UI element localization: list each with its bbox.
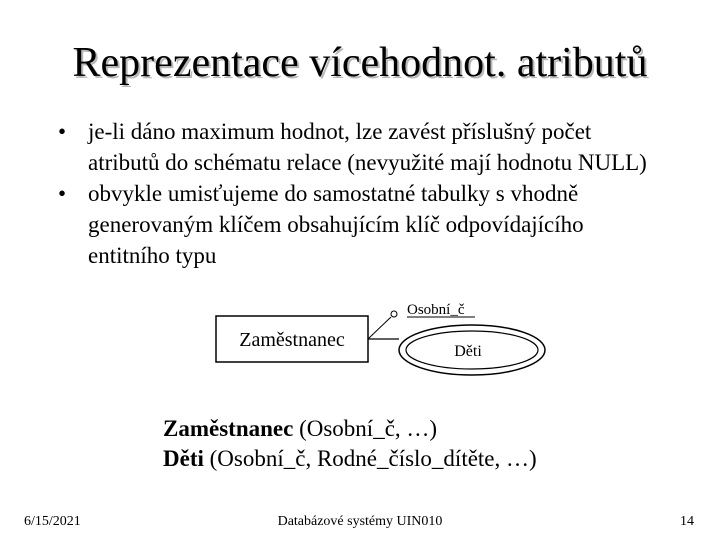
- footer-page-number: 14: [680, 514, 694, 529]
- footer-date: 6/15/2021: [24, 514, 81, 529]
- attribute-label: Osobní_č: [407, 302, 465, 318]
- multivalued-label: Děti: [454, 343, 482, 360]
- schema-attributes: (Osobní_č, …): [293, 416, 438, 441]
- schema-row: [163, 444, 537, 474]
- footer-course: Databázové systémy UIN010: [277, 514, 443, 529]
- bullet-glyph: •: [58, 181, 67, 206]
- schema-name: Děti: [163, 446, 204, 471]
- relation-schemas: [163, 414, 537, 474]
- bullet-text: je-li dáno maximum hodnot, lze zavést příslušný počet atributů do schématu relace (nevyužité mají hodnotu NULL): [88, 119, 647, 175]
- schema-name: Zaměstnanec: [163, 416, 294, 441]
- schema-row: [163, 414, 537, 444]
- attribute-connector: [368, 317, 391, 339]
- bullet-text: obvykle umisťujeme do samostatné tabulky s vhodně generovaným klíčem obsahujícím klíč odpovídajícího entitního typu: [88, 181, 584, 268]
- bullet-glyph: •: [58, 119, 67, 144]
- schema-attributes: (Osobní_č, Rodné_číslo_dítěte, …): [203, 446, 537, 471]
- entity-label: Zaměstnanec: [239, 329, 345, 351]
- slide-title: Reprezentace vícehodnot. atributů: [72, 40, 648, 86]
- attribute-circle: [391, 311, 397, 317]
